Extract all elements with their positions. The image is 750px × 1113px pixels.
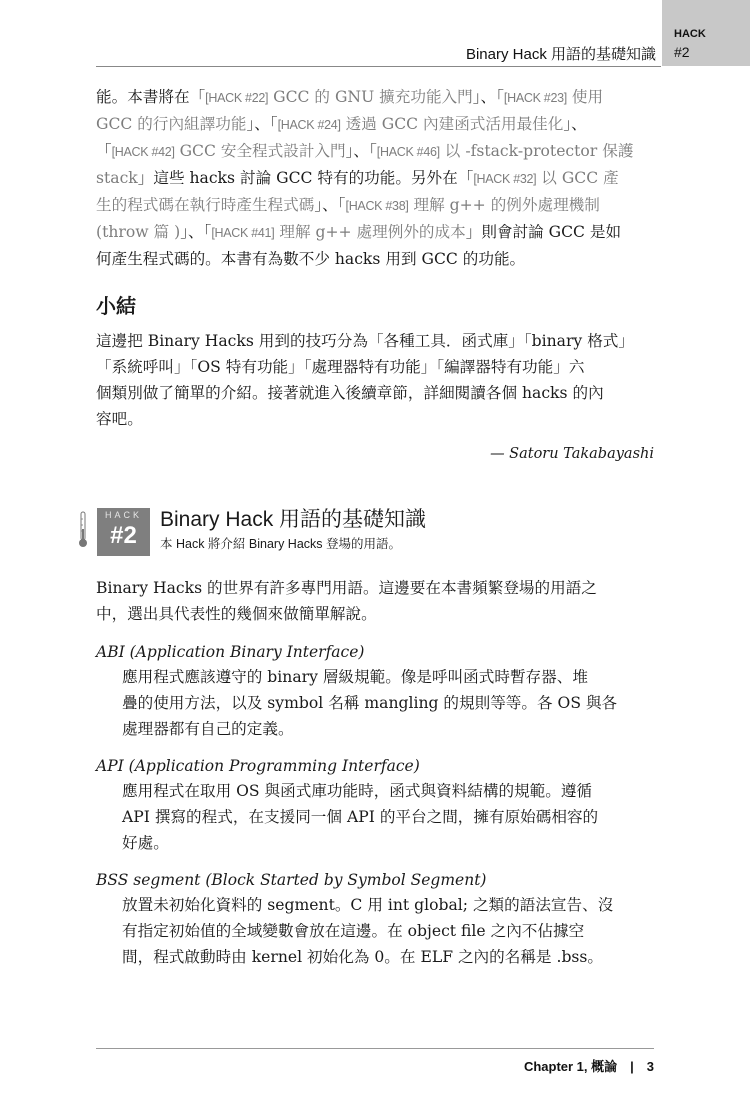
definition-line: 疊的使用方法，以及 symbol 名稱 mangling 的規則等等。各 OS 與各 [122,694,618,712]
hack-badge-number: #2 [110,522,137,549]
body-intro-paragraph [96,575,654,627]
hack-ref: [HACK #22] [205,91,269,105]
hack-ref: [HACK #46] [376,145,440,159]
definition-api [122,778,654,856]
hack-ref: [HACK #42] [111,145,175,159]
footer-divider [96,1048,654,1049]
term-api: API (Application Programming Interface) [96,757,420,775]
hack-tab-label: HACK [674,28,706,40]
hack-ref: [HACK #24] [277,118,341,132]
intro-line-7: 何產生程式碼的。本書有為數不少 hacks 用到 GCC 的功能。 [96,250,526,268]
intro-line-6: (throw 篇 )」、「[HACK #41] 理解 g++ 處理例外的成本」則會討論 GCC 是如 [96,223,622,241]
summary-line: 個類別做了簡單的介紹。接著就進入後續章節，詳細閱讀各個 hacks 的內 [96,384,604,402]
summary-line: 這邊把 Binary Hacks 用到的技巧分為「各種工具．函式庫」「binary 格式」 [96,332,634,350]
body-intro-line: Binary Hacks 的世界有許多專門用語。這邊要在本書頻繁登場的用語之 [96,579,597,597]
term-abi: ABI (Application Binary Interface) [96,643,365,661]
definition-line: 處理器都有自己的定義。 [122,720,294,738]
hack-ref: [HACK #23] [503,91,567,105]
definition-line: 應用程式應該遵守的 binary 層級規範。像是呼叫函式時暫存器、堆 [122,668,588,686]
header-divider [96,66,661,67]
definition-bss-segment [122,892,654,970]
term-bss-segment: BSS segment (Block Started by Symbol Segment) [96,871,487,889]
summary-heading: 小結 [96,296,136,318]
intro-line-1: 能。本書將在「[HACK #22] GCC 的 GNU 擴充功能入門」、「[HACK #23] 使用 [96,88,604,106]
definition-abi [122,664,654,742]
hack-ref: [HACK #38] [345,199,409,213]
page-footer: Chapter 1, 概論 | 3 [523,1059,654,1074]
hack-title: Binary Hack 用語的基礎知識 [160,508,427,531]
hack-ref: [HACK #41] [211,226,275,240]
summary-line: 容吧。 [96,410,143,428]
definition-line: 有指定初始值的全域變數會放在這邊。在 object file 之內不佔據空 [122,922,585,940]
definition-line: 間，程式啟動時由 kernel 初始化為 0。在 ELF 之內的名稱是 .bss。 [122,948,604,966]
hack-tab-number: #2 [674,44,690,60]
thermometer-icon [79,511,87,549]
summary-paragraph [96,328,654,432]
author-signature: — Satoru Takabayashi [490,446,654,462]
running-header-title: Binary Hack 用語的基礎知識 [465,46,656,63]
intro-line-3: 「[HACK #42] GCC 安全程式設計入門」、「[HACK #46] 以 -fstack-protector 保護 [96,142,634,160]
intro-line-4: stack」這些 hacks 討論 GCC 特有的功能。另外在「[HACK #32] 以 GCC 產 [96,169,619,187]
intro-line-2: GCC 的行內組譯功能」、「[HACK #24] 透過 GCC 內建函式活用最佳化」、 [96,115,587,133]
definition-line: 好處。 [122,834,169,852]
hack-subtitle: 本 Hack 將介紹 Binary Hacks 登場的用語。 [160,537,402,551]
intro-paragraph [96,84,654,272]
body-intro-line: 中，選出具代表性的幾個來做簡單解說。 [96,605,377,623]
hack-badge [97,508,150,556]
definition-line: API 撰寫的程式，在支援同一個 API 的平台之間，擁有原始碼相容的 [122,808,599,826]
definition-line: 放置未初始化資料的 segment。C 用 int global; 之類的語法宣告、沒 [122,896,614,914]
definition-line: 應用程式在取用 OS 與函式庫功能時，函式與資料結構的規範。遵循 [122,782,593,800]
hack-number-tab [662,0,750,66]
hack-badge-label: HACK [104,510,142,520]
summary-line: 「系統呼叫」「OS 特有功能」「處理器特有功能」「編譯器特有功能」六 [96,358,585,376]
intro-line-5: 生的程式碼在執行時產生程式碼」、「[HACK #38] 理解 g++ 的例外處理機制 [96,196,600,214]
hack-ref: [HACK #32] [473,172,537,186]
